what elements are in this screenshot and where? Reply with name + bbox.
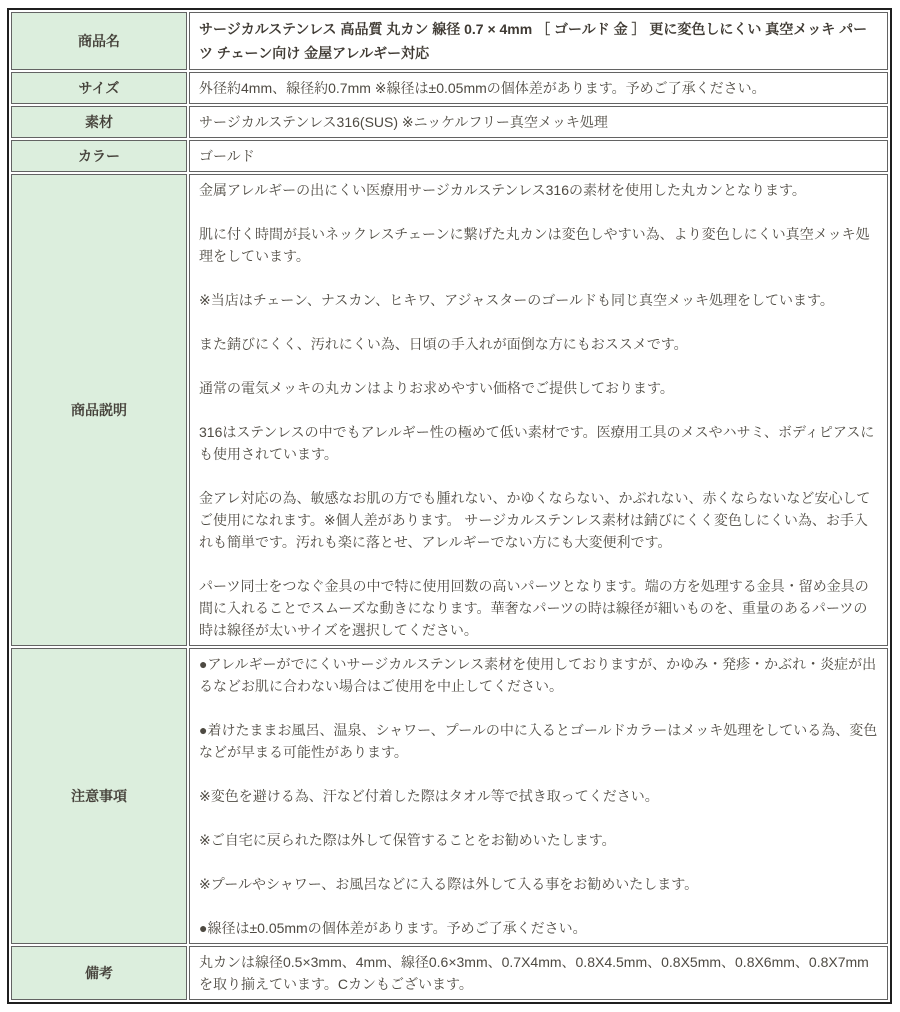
paragraph: 金アレ対応の為、敏感なお肌の方でも腫れない、かゆくならない、かぶれない、赤くならないなど安心してご使用になれます。※個人差があります。 サージカルステンレス素材は錆びにくく変色しにくい為、お手入れも簡単です。汚れも楽に落とせ、アレルギーでない方にも大変便利です。: [199, 490, 871, 550]
paragraph: また錆びにくく、汚れにくい為、日頃の手入れが面倒な方にもおススメです。: [199, 336, 688, 352]
paragraph: サージカルステンレス316(SUS) ※ニッケルフリー真空メッキ処理: [199, 114, 608, 130]
row-label-color: カラー: [11, 140, 187, 172]
paragraph: ●着けたままお風呂、温泉、シャワー、プールの中に入るとゴールドカラーはメッキ処理をしている為、変色などが早まる可能性があります。: [199, 722, 878, 760]
paragraph: サージカルステンレス 高品質 丸カン 線径 0.7 × 4mm ［ ゴールド 金 ］ 更に変色しにくい 真空メッキ パーツ チェーン向け 金屋アレルギー対応: [199, 21, 868, 61]
paragraph: 通常の電気メッキの丸カンはよりお求めやすい価格でご提供しております。: [199, 380, 674, 396]
paragraph: 金属アレルギーの出にくい医療用サージカルステンレス316の素材を使用した丸カンとなります。: [199, 182, 806, 198]
paragraph: ※ご自宅に戻られた際は外して保管することをお勧めいたします。: [199, 832, 616, 848]
paragraph: 丸カンは線径0.5×3mm、4mm、線径0.6×3mm、0.7X4mm、0.8X4.5mm、0.8X5mm、0.8X6mm、0.8X7mmを取り揃えています。Cカンもございます。: [199, 954, 869, 992]
row-label-description: 商品説明: [11, 174, 187, 646]
table-row-precautions: [11, 648, 888, 944]
table-row-description: [11, 174, 888, 646]
paragraph: 肌に付く時間が長いネックレスチェーンに繋げた丸カンは変色しやすい為、より変色しにくい真空メッキ処理をしています。: [199, 226, 870, 264]
row-label-material: 素材: [11, 106, 187, 138]
spec-table-body: [11, 12, 888, 1000]
table-row-remarks: [11, 946, 888, 1000]
paragraph: ●線径は±0.05mmの個体差があります。予めご了承ください。: [199, 920, 587, 936]
paragraph: パーツ同士をつなぐ金具の中で特に使用回数の高いパーツとなります。端の方を処理する金具・留め金具の間に入れることでスムーズな動きになります。華奢なパーツの時は線径が細いものを、重量のあるパーツの時は線径が太いサイズを選択してください。: [199, 578, 869, 638]
row-value-product-name: [189, 12, 888, 70]
row-value-remarks: [189, 946, 888, 1000]
table-row-size: [11, 72, 888, 104]
row-value-material: [189, 106, 888, 138]
row-value-precautions: [189, 648, 888, 944]
row-label-size: サイズ: [11, 72, 187, 104]
table-row-color: [11, 140, 888, 172]
paragraph: 外径約4mm、線径約0.7mm ※線径は±0.05mmの個体差があります。予めご了承ください。: [199, 80, 766, 96]
row-value-description: [189, 174, 888, 646]
row-value-size: [189, 72, 888, 104]
paragraph: ●アレルギーがでにくいサージカルステンレス素材を使用しておりますが、かゆみ・発疹・かぶれ・炎症が出るなどお肌に合わない場合はご使用を中止してください。: [199, 656, 877, 694]
paragraph: 316はステンレスの中でもアレルギー性の極めて低い素材です。医療用工具のメスやハサミ、ボディピアスにも使用されています。: [199, 424, 875, 462]
product-spec-table: [7, 8, 892, 1004]
paragraph: ※プールやシャワー、お風呂などに入る際は外して入る事をお勧めいたします。: [199, 876, 699, 892]
row-label-remarks: 備考: [11, 946, 187, 1000]
paragraph: ※当店はチェーン、ナスカン、ヒキワ、アジャスターのゴールドも同じ真空メッキ処理をしています。: [199, 292, 834, 308]
table-row-product-name: [11, 12, 888, 70]
row-label-precautions: 注意事項: [11, 648, 187, 944]
row-label-product-name: 商品名: [11, 12, 187, 70]
paragraph: ゴールド: [199, 148, 255, 164]
table-row-material: [11, 106, 888, 138]
row-value-color: [189, 140, 888, 172]
paragraph: ※変色を避ける為、汗など付着した際はタオル等で拭き取ってください。: [199, 788, 659, 804]
